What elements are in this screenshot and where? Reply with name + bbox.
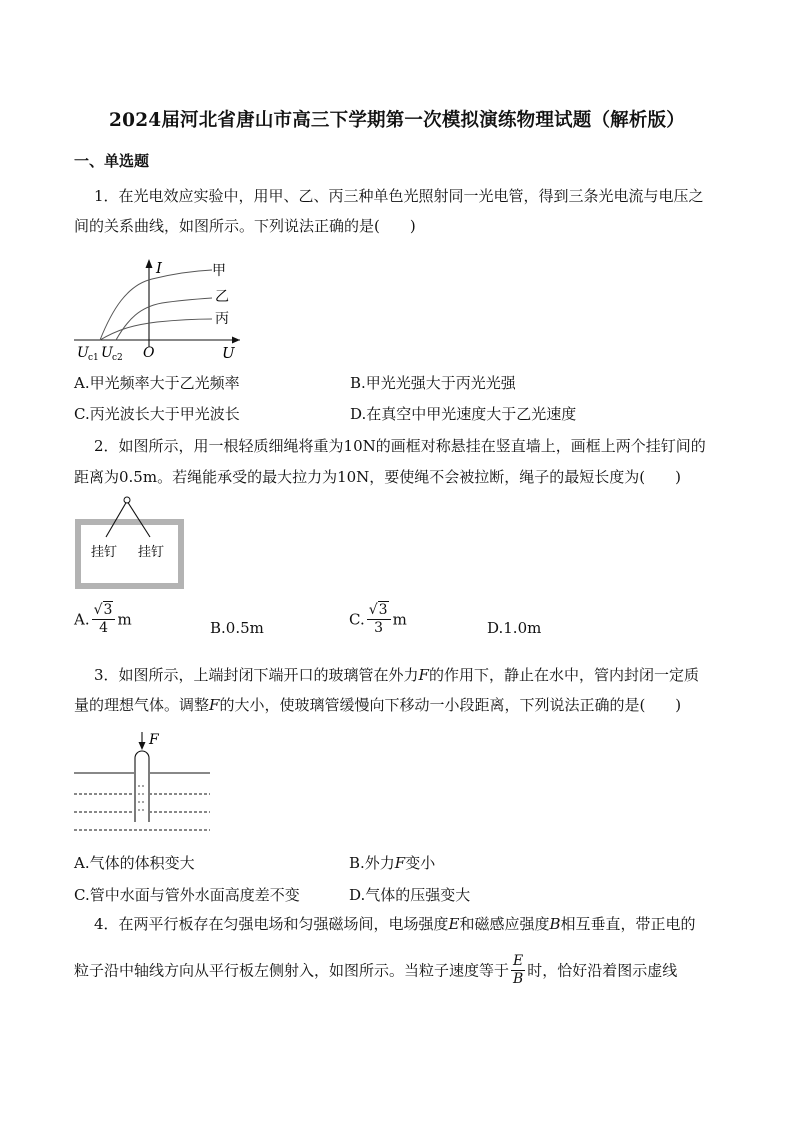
q2-option-d: D.1.0m: [487, 619, 542, 637]
q4-line2-part1: 粒子沿中轴线方向从平行板左侧射入，如图所示。当粒子速度等于: [74, 961, 510, 980]
q1-option-d: D.在真空中甲光速度大于乙光速度: [350, 405, 577, 423]
q1-stem-line1: 1．在光电效应实验中，用甲、乙、丙三种单色光照射同一光电管，得到三条光电流与电压之: [94, 187, 704, 205]
option-a-radicand: 3: [103, 602, 113, 618]
option-c-denominator: 3: [374, 620, 384, 636]
q4-line1-var-b: B: [549, 915, 561, 933]
i-axis-arrow: [146, 259, 153, 268]
q3-option-a: A.气体的体积变大: [74, 854, 195, 872]
label-u: U: [222, 344, 235, 362]
option-a-denominator: 4: [99, 620, 108, 636]
label-nail-right: 挂钉: [138, 545, 165, 560]
page-title: 2024届河北省唐山市高三下学期第一次模拟演练物理试题（解析版）: [109, 110, 685, 131]
label-uc1: U: [77, 345, 89, 361]
q1-photoelectric-graph: [72, 255, 252, 365]
tube-fill: [134, 768, 150, 822]
q4-line1-part2: 和磁感应强度: [459, 915, 550, 933]
label-yi: 乙: [215, 289, 229, 305]
q1-option-a: A.甲光频率大于乙光频率: [74, 374, 240, 392]
label-uc2: U: [101, 345, 113, 361]
q3-stem-line2: [74, 695, 681, 715]
label-bing: 丙: [215, 311, 229, 327]
q3-option-d: D.气体的压强变大: [349, 886, 471, 904]
q4-line1-part1: 4．在两平行板存在匀强电场和匀强磁场间，电场强度: [94, 915, 449, 933]
label-i: I: [156, 259, 162, 277]
q1-option-b: B.甲光光强大于丙光光强: [350, 374, 516, 392]
label-force: F: [149, 732, 159, 748]
q3-line1-part2: 的作用下，静止在水中，管内封闭一定质: [428, 666, 699, 684]
q3-option-c: C.管中水面与管外水面高度差不变: [74, 886, 300, 904]
q3-line2-part2: 的大小，使玻璃管缓慢向下移动一小段距离，下列说法正确的是( ): [219, 696, 682, 714]
q2-picture-frame-figure: [72, 494, 188, 592]
q3-optb-part2: 变小: [405, 854, 436, 872]
q4-stem-line1: [94, 914, 696, 934]
option-a-fraction: $\frac{√3}{4}$: [92, 602, 116, 637]
q2-option-a: [74, 602, 132, 637]
q3-stem-line1: [94, 665, 699, 685]
q2-option-b: B.0.5m: [210, 619, 264, 637]
q4-frac-den: B: [512, 971, 524, 987]
label-origin: O: [143, 345, 155, 361]
label-uc1-sub: c1: [88, 353, 99, 363]
option-a-prefix: A.: [74, 610, 90, 629]
q1-option-c: C.丙光波长大于甲光波长: [74, 405, 240, 423]
q3-glass-tube-figure: [72, 728, 214, 838]
label-uc2-sub: c2: [112, 353, 123, 363]
q4-line2-part2: 时，恰好沿着图示虚线: [527, 961, 678, 980]
wall-hook: [124, 497, 130, 503]
q1-stem-line2: 间的关系曲线，如图所示。下列说法正确的是( ): [74, 217, 416, 235]
q2-stem-line1: 2．如图所示，用一根轻质细绳将重为10N的画框对称悬挂在竖直墙上，画框上两个挂钉间的: [94, 437, 706, 455]
option-a-unit: m: [117, 610, 132, 629]
q4-stem-line2: [74, 953, 677, 988]
q3-optb-part1: B.外力: [349, 854, 395, 872]
label-jia: 甲: [212, 263, 226, 279]
q3-optb-var: F: [394, 854, 406, 872]
option-c-unit: m: [392, 610, 407, 629]
q2-option-c: [349, 602, 407, 637]
q3-line1-var: F: [418, 666, 429, 684]
q2-stem-line2: 距离为0.5m。若绳能承受的最大拉力为10N，要使绳不会被拉断，绳子的最短长度为( ): [74, 468, 681, 486]
curve-jia: [100, 270, 212, 340]
option-c-prefix: C.: [349, 610, 365, 629]
option-c-radicand: 3: [378, 602, 388, 618]
q3-line2-var: F: [209, 696, 220, 714]
q4-line1-var-e: E: [448, 915, 460, 933]
q3-line2-part1: 量的理想气体。调整: [74, 696, 210, 714]
force-arrow-head: [139, 742, 146, 750]
curve-bing: [100, 319, 212, 340]
q4-line1-part3: 相互垂直，带正电的: [560, 915, 696, 933]
u-axis-arrow: [232, 337, 240, 344]
q3-line1-part1: 3．如图所示，上端封闭下端开口的玻璃管在外力: [94, 666, 419, 684]
section-heading: 一、单选题: [74, 152, 150, 170]
q4-frac-num: E: [513, 953, 524, 969]
q4-velocity-fraction: [511, 953, 525, 988]
q3-option-b: [349, 852, 435, 873]
label-nail-left: 挂钉: [91, 545, 118, 560]
option-c-fraction: $\frac{√3}{3}$: [367, 602, 391, 637]
